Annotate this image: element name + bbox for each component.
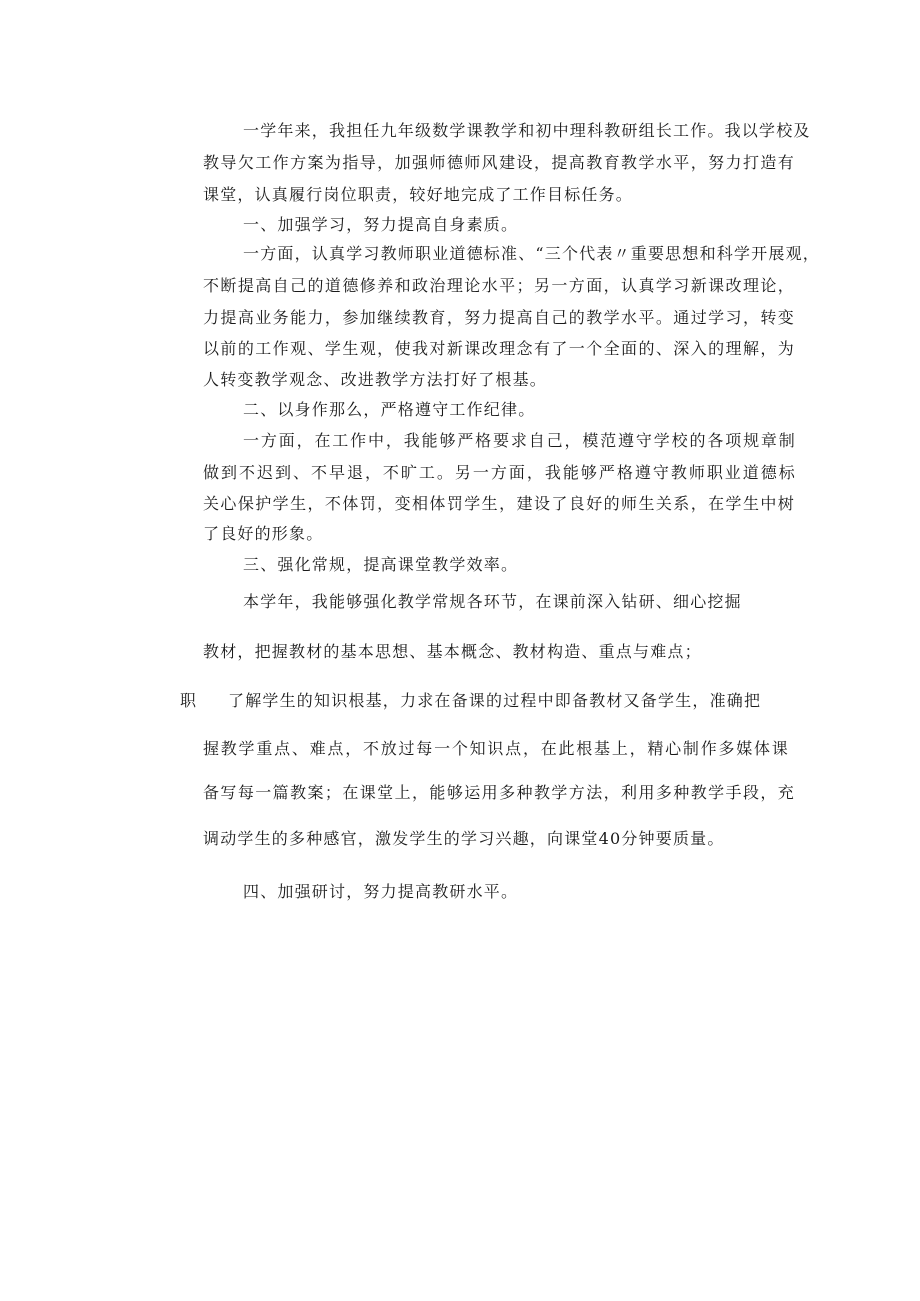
paragraph-4-line-5: 备写每一篇教案；在课堂上，能够运用多种教学方法，利用多种教学手段，充 <box>203 783 795 802</box>
paragraph-4-line-2: 教材，把握教材的基本思想、基本概念、教材构造、重点与难点； <box>203 642 702 661</box>
paragraph-3-line-1: 一方面，在工作中，我能够严格要求自己，模范遵守学校的各项规章制 <box>243 431 796 450</box>
paragraph-3-line-4: 了良好的形象。 <box>203 524 324 543</box>
section-heading-4: 四、加强研讨，努力提高教研水平。 <box>243 882 519 901</box>
paragraph-4-line-6: 调动学生的多种感官，激发学生的学习兴趣，向课堂40分钟要质量。 <box>203 829 725 848</box>
paragraph-2-line-3: 力提高业务能力，参加继续教育，努力提高自己的教学水平。通过学习，转变 <box>203 308 795 327</box>
paragraph-2-line-4: 以前的工作观、学生观，使我对新课改理念有了一个全面的、深入的理解，为 <box>203 339 795 358</box>
margin-character: 职 <box>180 691 198 710</box>
paragraph-3-line-2: 做到不迟到、不早退，不旷工。另一方面，我能够严格遵守教师职业道德标 <box>203 463 796 482</box>
paragraph-4-line-3: 了解学生的知识根基，力求在备课的过程中即备教材又备学生，准确把 <box>228 691 762 710</box>
paragraph-2-line-1: 一方面，认真学习教师职业道德标准、“三个代表〃重要思想和科学开展观， <box>243 244 820 263</box>
paragraph-4-line-1: 本学年，我能够强化教学常规各环节，在课前深入钻研、细心挖掘 <box>243 592 742 611</box>
section-heading-3: 三、强化常规，提高课堂教学效率。 <box>243 555 519 574</box>
paragraph-1-line-2: 教导欠工作方案为指导，加强师德师风建设，提高教育教学水平，努力打造有 <box>203 153 795 172</box>
paragraph-2-line-2: 不断提高自己的道德修养和政治理论水平；另一方面，认真学习新课改理论， <box>203 276 795 295</box>
paragraph-1-line-3: 课堂，认真履行岗位职责，较好地完成了工作目标任务。 <box>203 185 634 204</box>
section-heading-2: 二、以身作那么，严格遵守工作纪律。 <box>243 400 536 419</box>
paragraph-1-line-1: 一学年来，我担任九年级数学课教学和初中理科教研组长工作。我以学校及 <box>243 121 811 140</box>
section-heading-1: 一、加强学习，努力提高自身素质。 <box>243 215 519 234</box>
paragraph-2-line-5: 人转变教学观念、改进教学方法打好了根基。 <box>203 370 548 389</box>
paragraph-3-line-3: 关心保护学生，不体罚，变相体罚学生，建设了良好的师生关系，在学生中树 <box>203 494 795 513</box>
paragraph-4-line-4: 握教学重点、难点，不放过每一个知识点，在此根基上，精心制作多媒体课 <box>203 739 789 758</box>
